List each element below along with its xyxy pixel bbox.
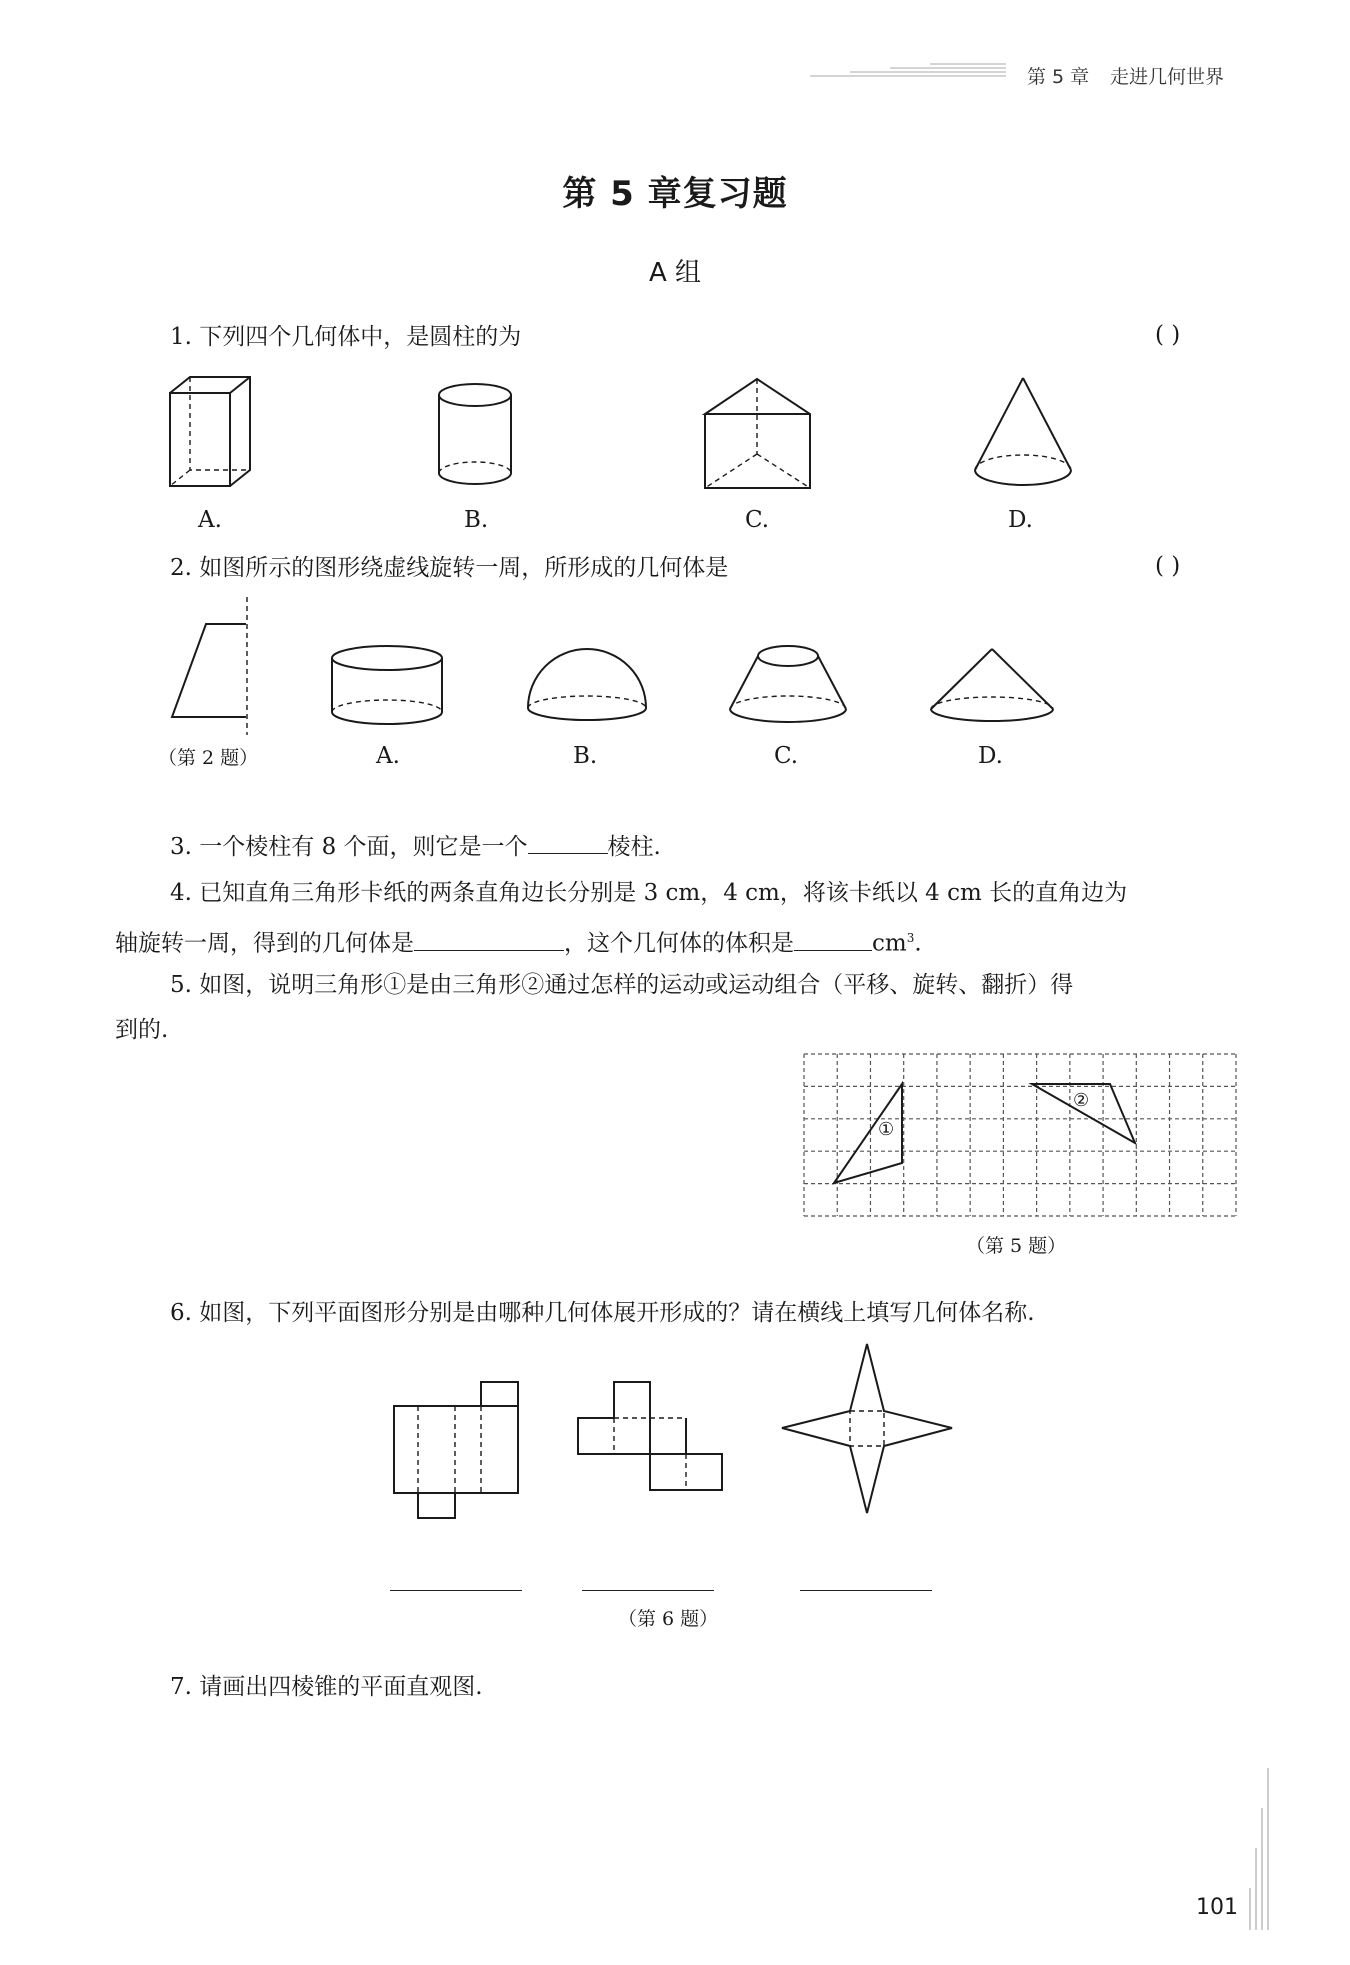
question-4-text-before: 轴旋转一周，得到的几何体是 bbox=[115, 930, 414, 957]
triangle-1-label: ① bbox=[878, 1119, 895, 1140]
question-3-answer-blank[interactable] bbox=[528, 831, 608, 854]
q6-answer-blank-2[interactable] bbox=[582, 1590, 714, 1591]
q1-cylinder-figure bbox=[435, 383, 515, 488]
q5-dashed-grid bbox=[804, 1054, 1236, 1216]
header-decorative-rule bbox=[810, 64, 1010, 78]
question-2-answer-bracket: ( ) bbox=[1155, 553, 1181, 579]
question-4-volume-blank[interactable] bbox=[794, 928, 872, 951]
q2-cylinder-figure bbox=[330, 644, 445, 729]
question-6-text: 6. 如图，下列平面图形分别是由哪种几何体展开形成的？请在横线上填写几何体名称. bbox=[170, 1300, 1035, 1326]
q6-cylinder-net-figure bbox=[392, 1380, 522, 1520]
q2-option-c: C. bbox=[774, 743, 799, 769]
q1-option-b: B. bbox=[464, 507, 489, 533]
q5-caption: （第 5 题） bbox=[966, 1235, 1067, 1257]
q6-pyramid-net-figure bbox=[780, 1342, 954, 1516]
question-7-text: 7. 请画出四棱锥的平面直观图. bbox=[170, 1674, 483, 1700]
question-4-text-middle: ，这个几何体的体积是 bbox=[564, 930, 794, 957]
q1-triangular-prism-figure bbox=[702, 376, 812, 494]
q2-trapezoid-figure bbox=[165, 597, 255, 737]
question-2-text: 2. 如图所示的图形绕虚线旋转一周，所形成的几何体是 bbox=[170, 555, 729, 581]
q6-answer-blank-1[interactable] bbox=[390, 1590, 522, 1591]
question-4-unit: cm bbox=[872, 930, 907, 957]
question-5-line-1: 5. 如图，说明三角形①是由三角形②通过怎样的运动或运动组合（平移、旋转、翻折）得 bbox=[170, 972, 1074, 998]
question-4-solid-blank[interactable] bbox=[414, 928, 564, 951]
q2-option-a: A. bbox=[376, 743, 400, 769]
question-4-unit-exponent: 3 bbox=[906, 931, 915, 945]
q2-option-b: B. bbox=[573, 743, 598, 769]
question-5-line-2: 到的. bbox=[115, 1017, 169, 1043]
page-title: 第 5 章复习题 bbox=[562, 174, 788, 214]
question-3-text-before: 3. 一个棱柱有 8 个面，则它是一个 bbox=[170, 834, 528, 860]
question-1-answer-bracket: ( ) bbox=[1155, 322, 1181, 348]
q1-option-a: A. bbox=[198, 507, 222, 533]
question-4-end: . bbox=[914, 930, 922, 957]
q2-option-d: D. bbox=[978, 743, 1003, 769]
group-heading: A 组 bbox=[648, 258, 702, 288]
triangle-2-label: ② bbox=[1073, 1090, 1090, 1111]
question-3 bbox=[170, 831, 661, 862]
question-4-line-1: 4. 已知直角三角形卡纸的两条直角边长分别是 3 cm，4 cm，将该卡纸以 4 cm 长的直角边为 bbox=[170, 880, 1128, 906]
q2-caption: （第 2 题） bbox=[158, 747, 259, 769]
question-1-text: 1. 下列四个几何体中，是圆柱的为 bbox=[170, 324, 522, 350]
question-4-line-2 bbox=[115, 923, 922, 959]
q6-cube-net-figure bbox=[576, 1380, 724, 1494]
q2-cone-figure bbox=[928, 647, 1058, 729]
q1-cone-figure bbox=[970, 375, 1075, 493]
q5-grid-figure bbox=[802, 1052, 1238, 1218]
q1-option-d: D. bbox=[1008, 507, 1033, 533]
q2-frustum-figure bbox=[727, 643, 849, 729]
q6-answer-blank-3[interactable] bbox=[800, 1590, 932, 1591]
q1-option-c: C. bbox=[745, 507, 770, 533]
header-chapter: 第 5 章 bbox=[1027, 66, 1090, 88]
page-number: 101 bbox=[1196, 1895, 1238, 1920]
question-3-text-after: 棱柱. bbox=[607, 834, 661, 860]
q2-hemisphere-figure bbox=[525, 646, 650, 728]
q1-cuboid-figure bbox=[165, 375, 255, 490]
header-title: 走进几何世界 bbox=[1110, 66, 1225, 88]
q6-caption: （第 6 题） bbox=[618, 1608, 719, 1630]
footer-decorative-rule bbox=[1240, 1768, 1270, 1933]
